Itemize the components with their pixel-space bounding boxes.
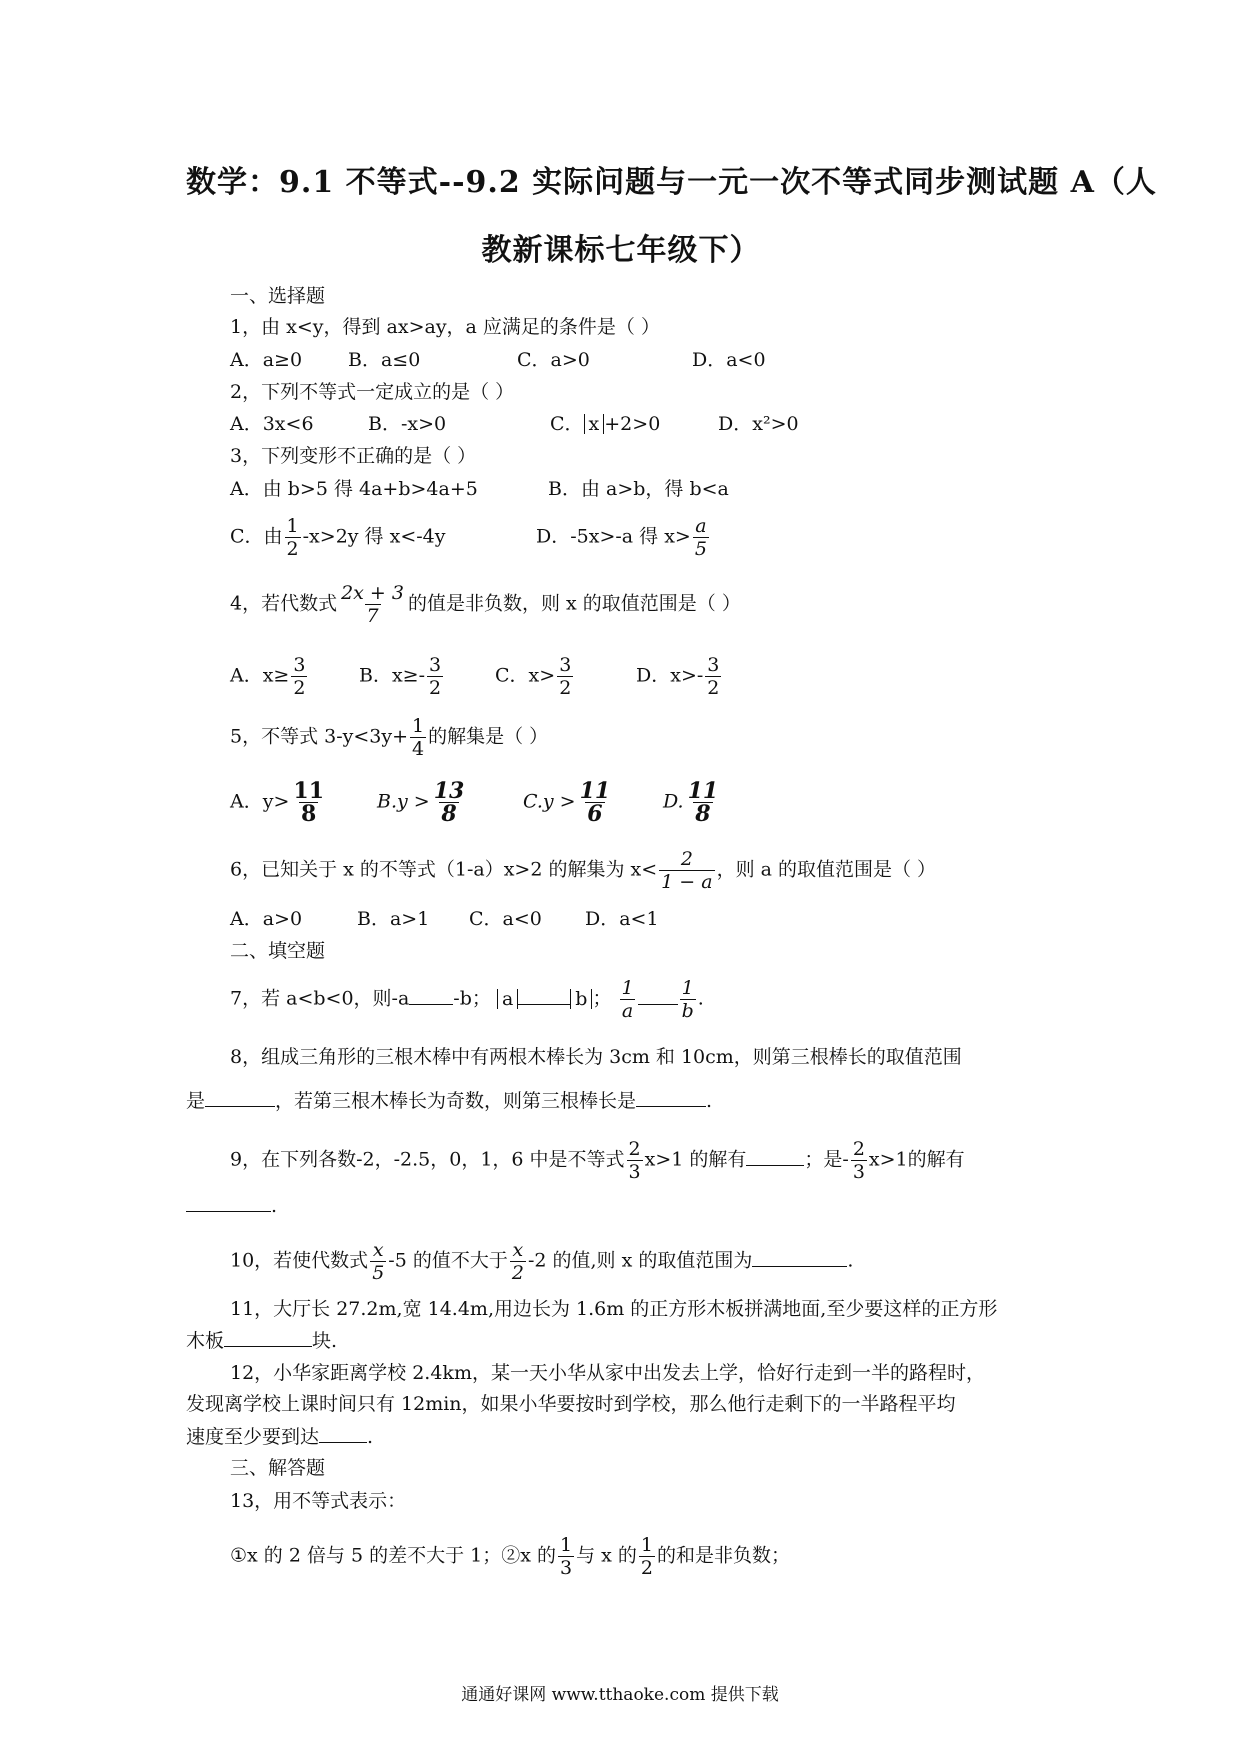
q4-option-a: A．x≥ $\frac{3}{2}$ bbox=[230, 654, 306, 699]
question-1-options bbox=[230, 349, 766, 371]
q3-option-d bbox=[536, 515, 711, 560]
fraction: $\frac{1}{4}$ bbox=[412, 715, 425, 760]
fraction: $\frac{1}{2}$ bbox=[286, 515, 299, 560]
page-footer: 通通好课网 www.tthaoke.com 提供下载 bbox=[461, 1685, 779, 1705]
document-title-line2: 教新课标七年级下） bbox=[481, 233, 761, 268]
fraction: $\frac{2}{3}$ bbox=[628, 1138, 641, 1183]
question-9-line2: . bbox=[186, 1190, 1056, 1222]
question-12-line1: 12，小华家距离学校 2.4km，某一天小华从家中出发去上学，恰好行走到一半的路程时， bbox=[230, 1362, 985, 1384]
document-title-line1: 数学：9.1 不等式--9.2 实际问题与一元一次不等式同步测试题 A（人 bbox=[186, 165, 1157, 200]
question-12-line2: 发现离学校上课时间只有 12min，如果小华要按时到学校，那么他行走剩下的一半路程平均 bbox=[186, 1393, 956, 1415]
question-12-line3: 速度至少要到达 . bbox=[186, 1426, 374, 1448]
fraction: $\frac{1}{b}$ bbox=[681, 977, 694, 1022]
q2-option-c-abs: x bbox=[584, 414, 605, 434]
fraction: $\frac{11}{6}$ bbox=[579, 778, 611, 827]
question-7: 7，若 a<b<0，则-a -b； a b ； $\frac{1}{a}$ $\frac{1}{b}$ . bbox=[230, 977, 704, 1022]
q1-option-c: C．a>0 bbox=[517, 349, 590, 371]
question-8-line2: 是 ，若第三根木棒长为奇数，则第三根棒长是 . bbox=[186, 1090, 713, 1112]
fraction: $\frac{3}{2}$ bbox=[707, 654, 720, 699]
q2-option-c-rest: +2>0 bbox=[604, 413, 661, 435]
fraction: $\frac{3}{2}$ bbox=[293, 654, 306, 699]
fraction: $\frac{3}{2}$ bbox=[429, 654, 442, 699]
answer-blank[interactable] bbox=[638, 986, 678, 1005]
fraction: $\frac{2x + 3}{7}$ bbox=[341, 582, 404, 627]
q5-option-a: A．y> $\frac{11}{8}$ bbox=[230, 778, 325, 827]
q3-option-c-post: -x>2y 得 x<-4y bbox=[302, 525, 446, 548]
q6-option-b: B．a>1 bbox=[357, 908, 430, 930]
fraction: $\frac{a}{5}$ bbox=[694, 515, 707, 560]
question-5-options bbox=[230, 780, 722, 825]
answer-blank[interactable] bbox=[752, 1248, 847, 1267]
question-11-line1: 11，大厅长 27.2m,宽 14.4m,用边长为 1.6m 的正方形木板拼满地面,至少要这样的正方形 bbox=[230, 1298, 998, 1320]
question-2-options bbox=[230, 413, 799, 435]
q3-option-d-pre: D．-5x>-a 得 x> bbox=[536, 525, 691, 548]
question-3-options-ab bbox=[230, 478, 729, 500]
question-11-line2: 木板 块. bbox=[186, 1330, 338, 1352]
fraction: $\frac{13}{8}$ bbox=[433, 778, 465, 827]
q4-option-b: B．x≥- $\frac{3}{2}$ bbox=[359, 654, 442, 699]
q3-option-a: A．由 b>5 得 4a+b>4a+5 bbox=[230, 478, 478, 500]
q2-option-c bbox=[550, 413, 718, 435]
answer-blank[interactable] bbox=[224, 1328, 312, 1347]
q5-option-b: B.y > $\frac{13}{8}$ bbox=[377, 778, 465, 827]
fraction: $\frac{1}{2}$ bbox=[640, 1534, 653, 1579]
q3-option-c-pre: C．由 bbox=[230, 525, 283, 548]
question-6-options bbox=[230, 908, 659, 930]
answer-blank[interactable] bbox=[636, 1088, 706, 1107]
question-8-line1: 8，组成三角形的三根木棒中有两根木棒长为 3cm 和 10cm，则第三根棒长的取值范围 bbox=[230, 1046, 962, 1068]
fraction: $\frac{2}{3}$ bbox=[852, 1138, 865, 1183]
fraction: $\frac{3}{2}$ bbox=[559, 654, 572, 699]
q6-option-d: D．a<1 bbox=[585, 908, 659, 930]
section-heading-choice: 一、选择题 bbox=[230, 285, 326, 307]
fraction: $\frac{11}{8}$ bbox=[687, 778, 719, 827]
q5-option-c: C.y > $\frac{11}{6}$ bbox=[523, 778, 611, 827]
question-1-stem: 1，由 x<y，得到 ax>ay，a 应满足的条件是（ ） bbox=[230, 316, 660, 338]
question-9: 9，在下列各数-2，-2.5，0，1，6 中是不等式 $\frac{2}{3}$ x>1 的解有 ；是- $\frac{2}{3}$ x>1的解有 bbox=[230, 1138, 965, 1183]
fraction: $\frac{1}{a}$ bbox=[621, 977, 634, 1022]
answer-blank[interactable] bbox=[205, 1088, 275, 1107]
q1-option-a: A．a≥0 bbox=[230, 349, 303, 371]
question-10: 10，若使代数式 $\frac{x}{5}$ -5 的值不大于 $\frac{x}{2}$ -2 的值,则 x 的取值范围为 . bbox=[230, 1239, 854, 1284]
question-3-stem: 3，下列变形不正确的是（ ） bbox=[230, 445, 477, 467]
question-5-stem: 5，不等式 3-y<3y+ $\frac{1}{4}$ 的解集是（ ） bbox=[230, 715, 549, 760]
abs-a: a bbox=[497, 989, 518, 1009]
q2-option-a: A．3x<6 bbox=[230, 413, 314, 435]
question-3-options-cd bbox=[230, 515, 711, 560]
question-4-stem: 4，若代数式 $\frac{2x + 3}{7}$ 的值是非负数，则 x 的取值范围是（ ） bbox=[230, 582, 741, 627]
question-13-stem: 13，用不等式表示： bbox=[230, 1490, 407, 1512]
fraction: $\frac{2}{1 - a}$ bbox=[661, 848, 713, 893]
question-6-stem: 6，已知关于 x 的不等式（1-a）x>2 的解集为 x< $\frac{2}{1 - a}$ ，则 a 的取值范围是（ ） bbox=[230, 848, 937, 893]
q6-option-a: A．a>0 bbox=[230, 908, 303, 930]
q2-option-b: B．-x>0 bbox=[368, 413, 447, 435]
q6-option-c: C．a<0 bbox=[469, 908, 542, 930]
answer-blank[interactable] bbox=[186, 1193, 271, 1212]
answer-blank[interactable] bbox=[746, 1147, 804, 1166]
section-heading-fill: 二、填空题 bbox=[230, 940, 326, 962]
fraction: $\frac{x}{2}$ bbox=[511, 1239, 524, 1284]
q1-option-d: D．a<0 bbox=[692, 349, 766, 371]
q5-option-d: D. $\frac{11}{8}$ bbox=[663, 778, 719, 827]
question-2-stem: 2，下列不等式一定成立的是（ ） bbox=[230, 381, 515, 403]
fraction: $\frac{11}{8}$ bbox=[293, 778, 325, 827]
q3-option-b: B．由 a>b，得 b<a bbox=[548, 478, 729, 500]
q3-option-c bbox=[230, 515, 536, 560]
fraction: $\frac{1}{3}$ bbox=[560, 1534, 573, 1579]
q4-option-d: D．x>- $\frac{3}{2}$ bbox=[636, 654, 720, 699]
q1-option-b: B．a≤0 bbox=[348, 349, 421, 371]
question-13-parts: ①x 的 2 倍与 5 的差不大于 1；②x 的 $\frac{1}{3}$ 与 x 的 $\frac{1}{2}$ 的和是非负数； bbox=[230, 1534, 791, 1579]
section-heading-answer: 三、解答题 bbox=[230, 1457, 326, 1479]
q2-option-d: D．x²>0 bbox=[718, 413, 799, 435]
answer-blank[interactable] bbox=[319, 1424, 367, 1443]
answer-blank[interactable] bbox=[518, 986, 570, 1005]
answer-blank[interactable] bbox=[409, 986, 453, 1005]
abs-b: b bbox=[570, 989, 592, 1009]
q4-option-c: C．x> $\frac{3}{2}$ bbox=[495, 654, 572, 699]
question-4-options bbox=[230, 654, 723, 699]
fraction: $\frac{x}{5}$ bbox=[372, 1239, 385, 1284]
q2-option-c-label: C． bbox=[550, 413, 584, 435]
